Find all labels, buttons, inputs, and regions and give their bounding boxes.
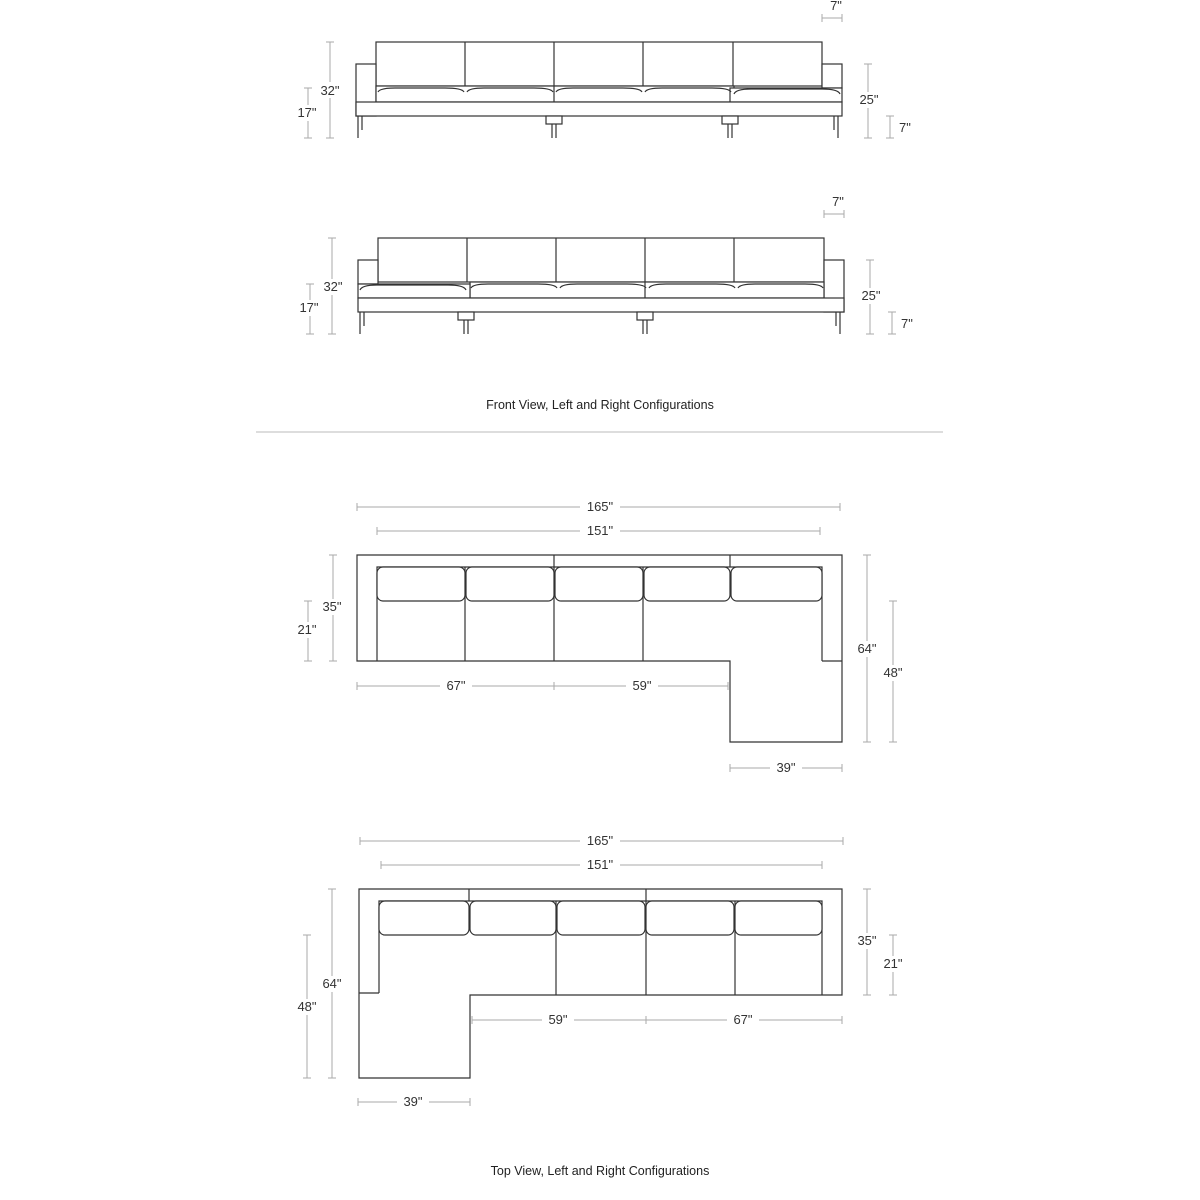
leg-bracket	[722, 116, 738, 124]
back-cushion	[379, 901, 469, 935]
dim-seat-depth-21: 21"	[883, 956, 903, 971]
dim-section-59: 59"	[632, 678, 652, 693]
top-view-right-chaise	[292, 498, 910, 775]
back-cushion	[735, 901, 822, 935]
front-view-left-chaise	[294, 194, 913, 334]
right-arm	[822, 64, 842, 88]
dim-seat-width-151: 151"	[586, 857, 614, 872]
base-frame	[358, 298, 844, 312]
dim-chaise-depth-64: 64"	[322, 976, 342, 991]
left-arm	[358, 260, 378, 284]
chaise-seat	[730, 88, 842, 102]
base-frame	[356, 102, 842, 116]
dim-overall-width-165: 165"	[586, 499, 614, 514]
chaise-seat	[358, 284, 470, 298]
dim-chaise-seat-48: 48"	[883, 665, 903, 680]
front-view-caption: Front View, Left and Right Configurations	[486, 398, 714, 412]
dim-arm-width-7: 7"	[832, 194, 844, 209]
dim-depth-35: 35"	[322, 599, 342, 614]
back-cushion	[646, 901, 734, 935]
dim-seat-height-17: 17"	[297, 105, 317, 120]
dim-seat-width-151: 151"	[586, 523, 614, 538]
dim-overall-width-165: 165"	[586, 833, 614, 848]
top-view-caption: Top View, Left and Right Configurations	[490, 1164, 710, 1178]
dim-leg-height-7: 7"	[899, 120, 911, 135]
dim-chaise-width-39: 39"	[776, 760, 796, 775]
leg-bracket	[637, 312, 653, 320]
dim-section-67: 67"	[733, 1012, 753, 1027]
back-cushion	[555, 567, 643, 601]
back-cushion	[644, 567, 730, 601]
dim-arm-height-25: 25"	[859, 92, 879, 107]
dim-seat-depth-21: 21"	[297, 622, 317, 637]
back-cushion	[377, 567, 465, 601]
front-view-right-chaise	[292, 0, 911, 138]
dim-depth-35: 35"	[857, 933, 877, 948]
back-cushion	[731, 567, 822, 601]
dim-seat-height-17: 17"	[299, 300, 319, 315]
dim-arm-height-25: 25"	[861, 288, 881, 303]
dim-chaise-seat-48: 48"	[297, 999, 317, 1014]
dim-leg-height-7: 7"	[901, 316, 913, 331]
dim-chaise-depth-64: 64"	[857, 641, 877, 656]
back-cushion	[470, 901, 556, 935]
leg-bracket	[546, 116, 562, 124]
back-cushion	[557, 901, 645, 935]
top-view-left-chaise	[291, 832, 910, 1109]
back-cushions	[378, 238, 824, 282]
dim-section-59: 59"	[548, 1012, 568, 1027]
dim-height-32: 32"	[320, 83, 340, 98]
back-cushions	[376, 42, 822, 86]
back-cushion	[466, 567, 554, 601]
dim-arm-width-7: 7"	[830, 0, 842, 13]
dim-chaise-width-39: 39"	[403, 1094, 423, 1109]
dim-section-67: 67"	[446, 678, 466, 693]
leg-bracket	[458, 312, 474, 320]
dim-height-32: 32"	[323, 279, 343, 294]
